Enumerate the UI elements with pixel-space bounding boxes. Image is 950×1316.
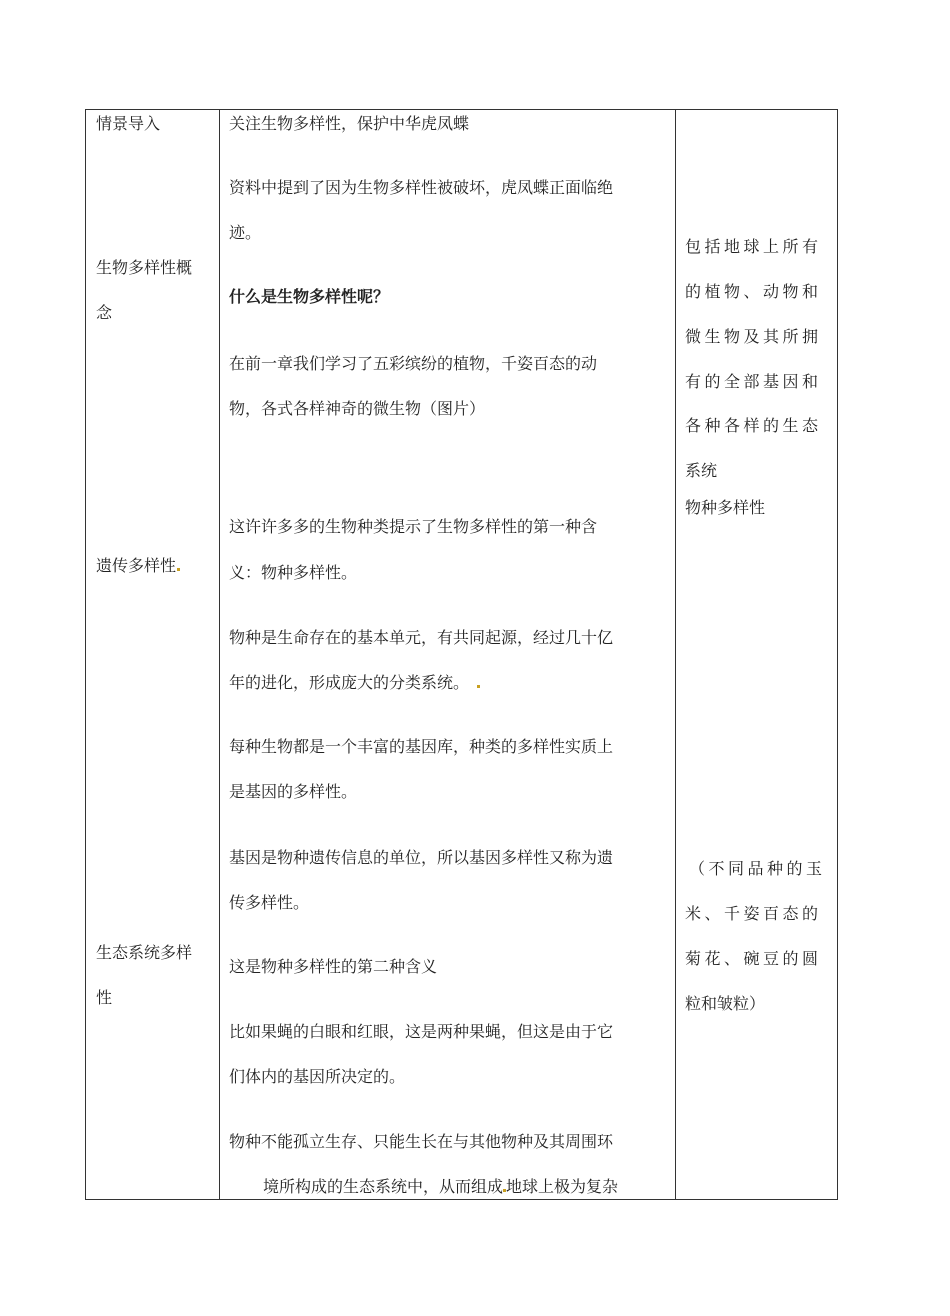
middle-line-07: 这许许多多的生物种类提示了生物多样性的第一种含 [229, 517, 598, 536]
middle-line-14: 传多样性。 [229, 893, 310, 912]
middle-line-10: 年的进化，形成庞大的分类系统。 [229, 672, 480, 694]
right-line-9: 米、千姿百态的 [685, 904, 822, 923]
right-line-11: 粒和皱粒） [685, 994, 766, 1013]
marker-dot [177, 568, 180, 571]
label-eco-line1: 生态系统多样 [96, 943, 193, 962]
marker-dot [477, 685, 480, 688]
middle-line-11: 每种生物都是一个丰富的基因库，种类的多样性实质上 [229, 737, 614, 756]
middle-line-01: 关注生物多样性，保护中华虎凤蝶 [229, 114, 470, 133]
middle-line-15: 这是物种多样性的第二种含义 [229, 957, 438, 976]
middle-line-12: 是基因的多样性。 [229, 782, 358, 801]
right-line-8: （不同品种的玉 [689, 859, 826, 878]
right-line-7: 物种多样性 [685, 498, 766, 517]
right-line-6: 系统 [685, 461, 718, 480]
label-concept-line2: 念 [96, 303, 113, 322]
middle-line-17: 们体内的基因所决定的。 [229, 1067, 406, 1086]
middle-line-09: 物种是生命存在的基本单元，有共同起源，经过几十亿 [229, 628, 614, 647]
right-line-4: 有的全部基因和 [685, 372, 822, 391]
middle-line-18: 物种不能孤立生存、只能生长在与其他物种及其周围环 [229, 1132, 614, 1151]
right-line-2: 的植物、动物和 [685, 282, 822, 301]
middle-line-19: 境所构成的生态系统中，从而组成 地球上极为复杂 [263, 1177, 619, 1196]
middle-line-13: 基因是物种遗传信息的单位，所以基因多样性又称为遗 [229, 848, 614, 867]
middle-line-08: 义：物种多样性。 [229, 563, 358, 582]
right-line-5: 各种各样的生态 [685, 416, 822, 435]
label-genetic-diversity: 遗传多样性 [96, 555, 180, 577]
right-line-3: 微生物及其所拥 [685, 327, 822, 346]
right-line-1: 包括地球上所有 [685, 237, 822, 256]
middle-line-05: 在前一章我们学习了五彩缤纷的植物，千姿百态的动 [229, 354, 598, 373]
middle-line-06: 物，各式各样神奇的微生物（图片） [229, 399, 486, 418]
label-intro: 情景导入 [96, 114, 161, 133]
column-divider-2 [675, 110, 676, 1199]
middle-line-03: 迹。 [229, 223, 262, 242]
middle-line-02: 资料中提到了因为生物多样性被破坏，虎凤蝶正面临绝 [229, 178, 614, 197]
right-line-10: 菊花、碗豆的圆 [685, 949, 822, 968]
column-divider-1 [219, 110, 220, 1199]
label-concept-line1: 生物多样性概 [96, 258, 193, 277]
middle-line-04-question: 什么是生物多样性呢？ [229, 287, 390, 306]
lesson-table [85, 109, 838, 1200]
label-eco-line2: 性 [96, 988, 113, 1007]
middle-line-16: 比如果蝇的白眼和红眼，这是两种果蝇，但这是由于它 [229, 1022, 614, 1041]
